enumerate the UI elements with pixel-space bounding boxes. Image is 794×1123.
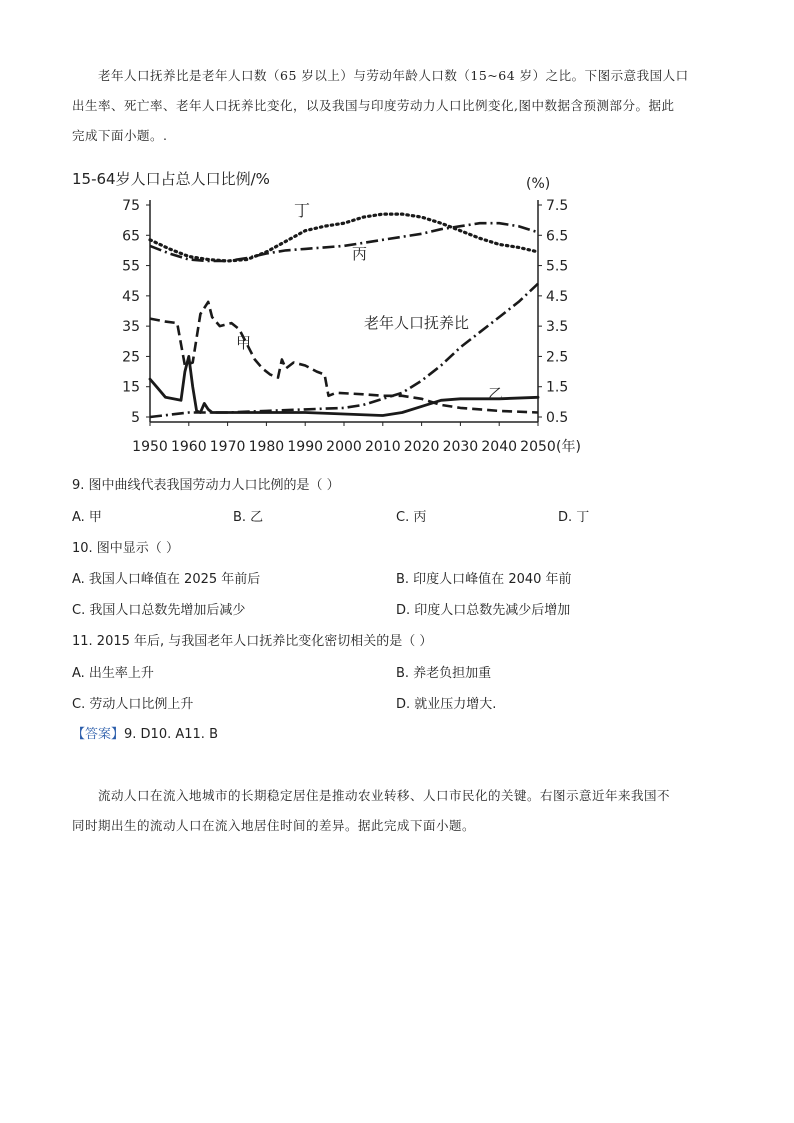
intro-line: 完成下面小题。. bbox=[72, 128, 168, 143]
question-9-stem: 9. 图中曲线代表我国劳动力人口比例的是（ ） bbox=[72, 478, 340, 493]
q11-option-b: B. 养老负担加重 bbox=[396, 666, 492, 681]
series-ding-line bbox=[150, 214, 538, 261]
question-11-stem: 11. 2015 年后, 与我国老年人口抚养比变化密切相关的是（ ） bbox=[72, 634, 433, 649]
left-tick-label: 65 bbox=[122, 228, 140, 245]
x-unit-label: (年) bbox=[556, 439, 581, 455]
right-tick-label: 0.5 bbox=[546, 410, 569, 426]
q9-option-b: B. 乙 bbox=[233, 510, 264, 525]
left-tick-label: 25 bbox=[122, 349, 140, 366]
answer-tag: 【答案】 bbox=[72, 727, 125, 742]
left-tick-label: 35 bbox=[122, 319, 140, 336]
x-tick-label: 1980 bbox=[248, 439, 285, 455]
q11-option-a: A. 出生率上升 bbox=[72, 666, 154, 681]
label-yi: 乙 bbox=[488, 385, 504, 403]
label-jia: 甲 bbox=[236, 334, 252, 352]
answer-line bbox=[72, 723, 218, 742]
right-tick-label: 6.5 bbox=[546, 228, 569, 245]
left-tick-label: 45 bbox=[122, 288, 140, 305]
label-ratio: 老年人口抚养比 bbox=[364, 314, 470, 332]
q10-option-c: C. 我国人口总数先增加后减少 bbox=[72, 603, 246, 618]
next-intro-line: 同时期出生的流动人口在流入地居住时间的差异。据此完成下面小题。 bbox=[72, 818, 476, 833]
right-tick-label: 1.5 bbox=[546, 379, 569, 396]
q9-option-c: C. 丙 bbox=[396, 510, 427, 525]
right-tick-label: 4.5 bbox=[546, 288, 569, 305]
q9-option-a: A. 甲 bbox=[72, 510, 102, 525]
left-tick-label: 55 bbox=[122, 258, 140, 275]
right-tick-label: 7.5 bbox=[546, 198, 569, 214]
x-tick-label: 1960 bbox=[170, 439, 207, 455]
right-tick-label: 3.5 bbox=[546, 319, 569, 336]
left-tick-label: 15 bbox=[122, 379, 140, 396]
intro-line: 老年人口抚养比是老年人口数（65 岁以上）与劳动年龄人口数（15~64 岁）之比。下图示意我国人口 bbox=[98, 68, 689, 83]
q10-option-d: D. 印度人口总数先减少后增加 bbox=[396, 603, 571, 618]
q10-option-b: B. 印度人口峰值在 2040 年前 bbox=[396, 572, 572, 587]
label-bing: 丙 bbox=[352, 245, 368, 263]
x-tick-label: 2040 bbox=[481, 439, 518, 455]
q9-option-d: D. 丁 bbox=[558, 510, 590, 525]
x-tick-label: 2050 bbox=[520, 439, 556, 455]
x-tick-label: 1970 bbox=[209, 439, 246, 455]
next-intro-paragraph bbox=[72, 781, 724, 841]
x-tick-label: 2000 bbox=[326, 439, 362, 455]
label-ding: 丁 bbox=[294, 201, 311, 220]
q10-option-a: A. 我国人口峰值在 2025 年前后 bbox=[72, 572, 261, 587]
population-chart bbox=[60, 160, 620, 460]
chart-title: 15-64岁人口占总人口比例/% bbox=[72, 170, 270, 188]
series-jia-line bbox=[150, 302, 538, 413]
q11-option-d: D. 就业压力增大. bbox=[396, 697, 497, 712]
right-tick-label: 2.5 bbox=[546, 349, 569, 366]
answer-text: 9. D10. A11. B bbox=[124, 727, 218, 742]
left-tick-label: 5 bbox=[131, 410, 140, 426]
right-tick-label: 5.5 bbox=[546, 258, 569, 275]
series-yi-line bbox=[150, 356, 538, 415]
left-tick-label: 75 bbox=[122, 198, 140, 214]
x-tick-label: 2030 bbox=[442, 439, 479, 455]
x-tick-label: 1950 bbox=[132, 439, 168, 455]
right-axis-title: (%) bbox=[526, 176, 551, 192]
x-tick-label: 2010 bbox=[364, 439, 401, 455]
x-tick-label: 2020 bbox=[403, 439, 440, 455]
q11-option-c: C. 劳动人口比例上升 bbox=[72, 697, 194, 712]
intro-line: 出生率、死亡率、老年人口抚养比变化，以及我国与印度劳动力人口比例变化,图中数据含预测部分。据此 bbox=[72, 98, 675, 113]
question-10-stem: 10. 图中显示（ ） bbox=[72, 541, 179, 556]
next-intro-line: 流动人口在流入地城市的长期稳定居住是推动农业转移、人口市民化的关键。右图示意近年来我国不 bbox=[98, 788, 671, 803]
series-bing-line bbox=[150, 223, 538, 261]
x-tick-label: 1990 bbox=[287, 439, 324, 455]
intro-paragraph bbox=[72, 61, 724, 151]
